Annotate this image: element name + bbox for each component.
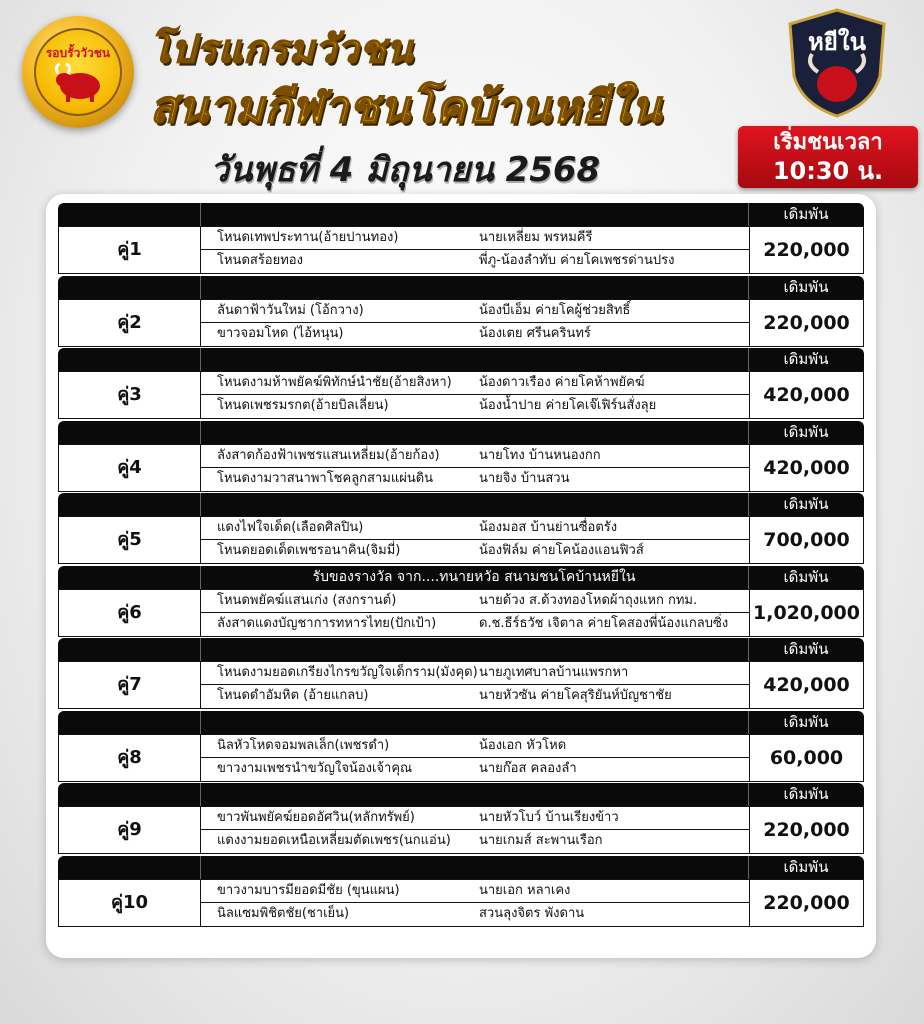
- amount-header: เดิมพัน: [783, 277, 829, 296]
- bull-name: โหนดงามวาสนาพาโชคลูกสามแผ่นดิน: [217, 470, 434, 486]
- bull-name: โหนดงามห้าพยัคฆ์พิทักษ์นำชัย(อ้ายสิงหา): [217, 375, 452, 390]
- pair-label: คู่7: [59, 662, 201, 708]
- owner-name: นายโทง บ้านหนองกก: [479, 447, 601, 463]
- pair-note: [200, 421, 748, 444]
- contender-row: [201, 517, 749, 540]
- bet-amount: 420,000: [749, 372, 863, 418]
- owner-name: ด.ช.ธีร์ธวัช เจิตาล ค่ายโคสองพี่น้องแกลบซิ่ง: [479, 615, 729, 631]
- pair-label: คู่1: [59, 227, 201, 273]
- owner-name: น้องน้ำปาย ค่ายโคเจ๊เฟิร์นสั่งลุย: [479, 398, 657, 413]
- pair-label: คู่2: [59, 300, 201, 346]
- pair-body: [58, 734, 864, 782]
- amount-header: เดิมพัน: [783, 785, 829, 803]
- owner-name: น้องดาวเรือง ค่ายโคห้าพยัคฆ์: [479, 375, 645, 390]
- pair-body: [58, 589, 864, 637]
- owner-name: นายหัวซัน ค่ายโคสุริยันห์บัญชาชัย: [479, 688, 672, 703]
- bull-name: ขาวงามเพชรนำขวัญใจน้องเจ้าคุณ: [217, 760, 413, 776]
- amount-header: เดิมพัน: [783, 567, 829, 586]
- logo-left: [22, 16, 134, 128]
- owner-name: นายจิง บ้านสวน: [479, 470, 570, 486]
- contender-row: [201, 685, 749, 707]
- logo-left-inner: [34, 28, 122, 116]
- pair-label: คู่4: [59, 445, 201, 491]
- contender-row: [201, 445, 749, 468]
- pair-note: [200, 348, 748, 371]
- contender-row: [201, 540, 749, 562]
- bull-name: โหนดยอดเด็ดเพชรอนาคิน(จิมมี่): [217, 543, 401, 558]
- bull-name: โหนดสร้อยทอง: [217, 253, 303, 268]
- bull-name: ขาวพันพยัคฆ์ยอดอัศวิน(หลักทรัพย์): [217, 810, 415, 825]
- pair-block: [58, 493, 864, 563]
- contender-row: [201, 662, 749, 685]
- pair-header-bar: [58, 566, 864, 589]
- pair-block: [58, 203, 864, 273]
- amount-header: เดิมพัน: [783, 422, 829, 441]
- owner-name: นายก๊อส คลองลำ: [479, 760, 577, 776]
- contender-row: [201, 807, 749, 830]
- pair-header-bar: [58, 711, 864, 734]
- bull-name: โหนดเทพประทาน(อ้ายปานทอง): [217, 230, 399, 245]
- bull-name: แดงไฟใจเด็ด(เลือดศิลปิน): [217, 520, 364, 535]
- bull-name: โหนดดำอัมหิต (อ้ายแกลบ): [217, 688, 369, 703]
- title-line2: สนามกีฬาชนโคบ้านหยีใน: [150, 82, 663, 133]
- start-time-badge: [738, 126, 918, 188]
- bull-name: โหนดเพชรมรกต(อ้ายบิลเลี่ยน): [217, 398, 389, 413]
- contender-row: [201, 372, 749, 395]
- bet-amount: 220,000: [749, 880, 863, 926]
- contender-row: [201, 300, 749, 323]
- pair-header-bar: [58, 348, 864, 371]
- pair-header-bar: [58, 856, 864, 879]
- pair-note: [200, 203, 748, 226]
- bet-amount: 220,000: [749, 807, 863, 853]
- pair-note: [200, 276, 748, 299]
- owner-name: น้องมอส บ้านย่านซื่อตรัง: [479, 520, 618, 535]
- bull-name: ขาวงามบารมียอดมีชัย (ขุนแผน): [217, 882, 400, 898]
- pair-block: [58, 276, 864, 346]
- contender-row: [201, 250, 749, 272]
- bull-name: ขาวจอมโหด (ไอ้หนุน): [217, 325, 344, 341]
- contender-row: [201, 903, 749, 925]
- pair-body: [58, 879, 864, 927]
- pair-note: [200, 711, 748, 734]
- pair-header-bar: [58, 783, 864, 806]
- bet-amount: 1,020,000: [749, 590, 863, 636]
- pair-note: [200, 493, 748, 516]
- bet-amount: 420,000: [749, 445, 863, 491]
- contender-row: [201, 590, 749, 613]
- shield-logo-icon: [782, 6, 892, 118]
- pair-note: [200, 856, 748, 879]
- pair-header-bar: [58, 203, 864, 226]
- amount-header: เดิมพัน: [783, 640, 829, 658]
- pair-label: คู่6: [59, 590, 201, 636]
- pair-label: คู่9: [59, 807, 201, 853]
- owner-name: นายภูเทศบาลบ้านแพรกหา: [479, 665, 629, 680]
- pair-body: [58, 371, 864, 419]
- amount-header: เดิมพัน: [783, 857, 829, 876]
- pair-header-bar: [58, 421, 864, 444]
- bet-amount: 60,000: [749, 735, 863, 781]
- contender-row: [201, 735, 749, 758]
- contender-row: [201, 613, 749, 635]
- pair-block: [58, 566, 864, 636]
- amount-header: เดิมพัน: [783, 205, 829, 223]
- contender-row: [201, 758, 749, 780]
- pair-block: [58, 711, 864, 781]
- pair-block: [58, 783, 864, 853]
- pair-header-bar: [58, 493, 864, 516]
- owner-name: นายหัวโบว์ บ้านเรียงข้าว: [479, 810, 619, 825]
- contender-row: [201, 830, 749, 852]
- bull-name: โหนดงามยอดเกรียงไกรขวัญใจเด็กราม(มังคุด): [217, 665, 478, 680]
- owner-name: น้องบีเอ็ม ค่ายโคผู้ช่วยสิทธิ์: [479, 302, 631, 318]
- contender-row: [201, 468, 749, 490]
- pair-block: [58, 421, 864, 491]
- title-line1: โปรแกรมวัวชน: [150, 27, 414, 71]
- contender-row: [201, 227, 749, 250]
- bull-name: ลังสาดก้องฟ้าเพชรแสนเหลี่ยม(อ้ายก้อง): [217, 447, 440, 463]
- owner-name: น้องเอก หัวโหด: [479, 737, 567, 753]
- owner-name: พี่ภู-น้องลำทับ ค่ายโคเพชรด่านปรง: [479, 253, 675, 268]
- pair-label: คู่3: [59, 372, 201, 418]
- pair-note: [200, 783, 748, 806]
- bull-name: ลังสาดแดงบัญชาการทหารไทย(ปักเป้า): [217, 615, 437, 631]
- pair-label: คู่10: [59, 880, 201, 926]
- start-time-value: 10:30 น.: [772, 157, 884, 185]
- owner-name: นายด้วง ส.ด้วงทองโหดผ้าถุงแหก กทม.: [479, 592, 698, 608]
- bet-amount: 220,000: [749, 227, 863, 273]
- pair-block: [58, 348, 864, 418]
- contender-row: [201, 323, 749, 345]
- pair-body: [58, 661, 864, 709]
- pair-body: [58, 806, 864, 854]
- bull-name: นิลหัวโหดจอมพลเล็ก(เพชรดำ): [217, 737, 390, 753]
- bet-amount: 220,000: [749, 300, 863, 346]
- owner-name: น้องฟิล์ม ค่ายโคน้องแอนฟิวส์: [479, 543, 644, 558]
- pair-block: [58, 856, 864, 926]
- pair-body: [58, 516, 864, 564]
- pair-label: คู่8: [59, 735, 201, 781]
- owner-name: นายเหลี่ยม พรหมคีรี: [479, 230, 593, 245]
- bull-icon: [52, 60, 108, 104]
- bet-amount: 420,000: [749, 662, 863, 708]
- contender-row: [201, 395, 749, 417]
- pair-block: [58, 638, 864, 708]
- amount-header: เดิมพัน: [783, 712, 829, 731]
- pair-body: [58, 226, 864, 274]
- bull-name: แดงงามยอดเหนือเหลี่ยมตัดเพชร(นกแอ่น): [217, 833, 451, 848]
- pair-label: คู่5: [59, 517, 201, 563]
- pair-note: รับของรางวัล จาก....ทนายหวัอ สนามชนโคบ้านหยีใน: [312, 568, 636, 585]
- logo-left-text: รอบรั้ววัวชน: [45, 46, 111, 60]
- start-time-label: เริ่มชนเวลา: [773, 130, 883, 155]
- pair-body: [58, 444, 864, 492]
- bull-name: นิลแซมพิชิตชัย(ชาเย็น): [217, 905, 350, 921]
- contender-row: [201, 880, 749, 903]
- owner-name: นายเกมส์ สะพานเรือก: [479, 833, 603, 848]
- pair-header-bar: [58, 276, 864, 299]
- owner-name: นายเอก หลาเคง: [479, 882, 571, 898]
- logo-right-text: หยีใน: [807, 28, 867, 56]
- event-date: วันพุธที่ 4 มิถุนายน 2568: [210, 150, 601, 190]
- amount-header: เดิมพัน: [783, 495, 829, 513]
- pair-header-bar: [58, 638, 864, 661]
- bull-name: ลันดาฟ้าวันใหม่ (โอ้กวาง): [217, 302, 364, 318]
- bet-amount: 700,000: [749, 517, 863, 563]
- pair-body: [58, 299, 864, 347]
- owner-name: สวนลุงจิตร พังดาน: [479, 905, 585, 921]
- owner-name: น้องเตย ศรีนครินทร์: [479, 325, 591, 341]
- pair-note: [200, 638, 748, 661]
- amount-header: เดิมพัน: [783, 350, 829, 368]
- bull-name: โหนดพยัคฆ์แสนเก่ง (สงกรานต์): [217, 592, 397, 608]
